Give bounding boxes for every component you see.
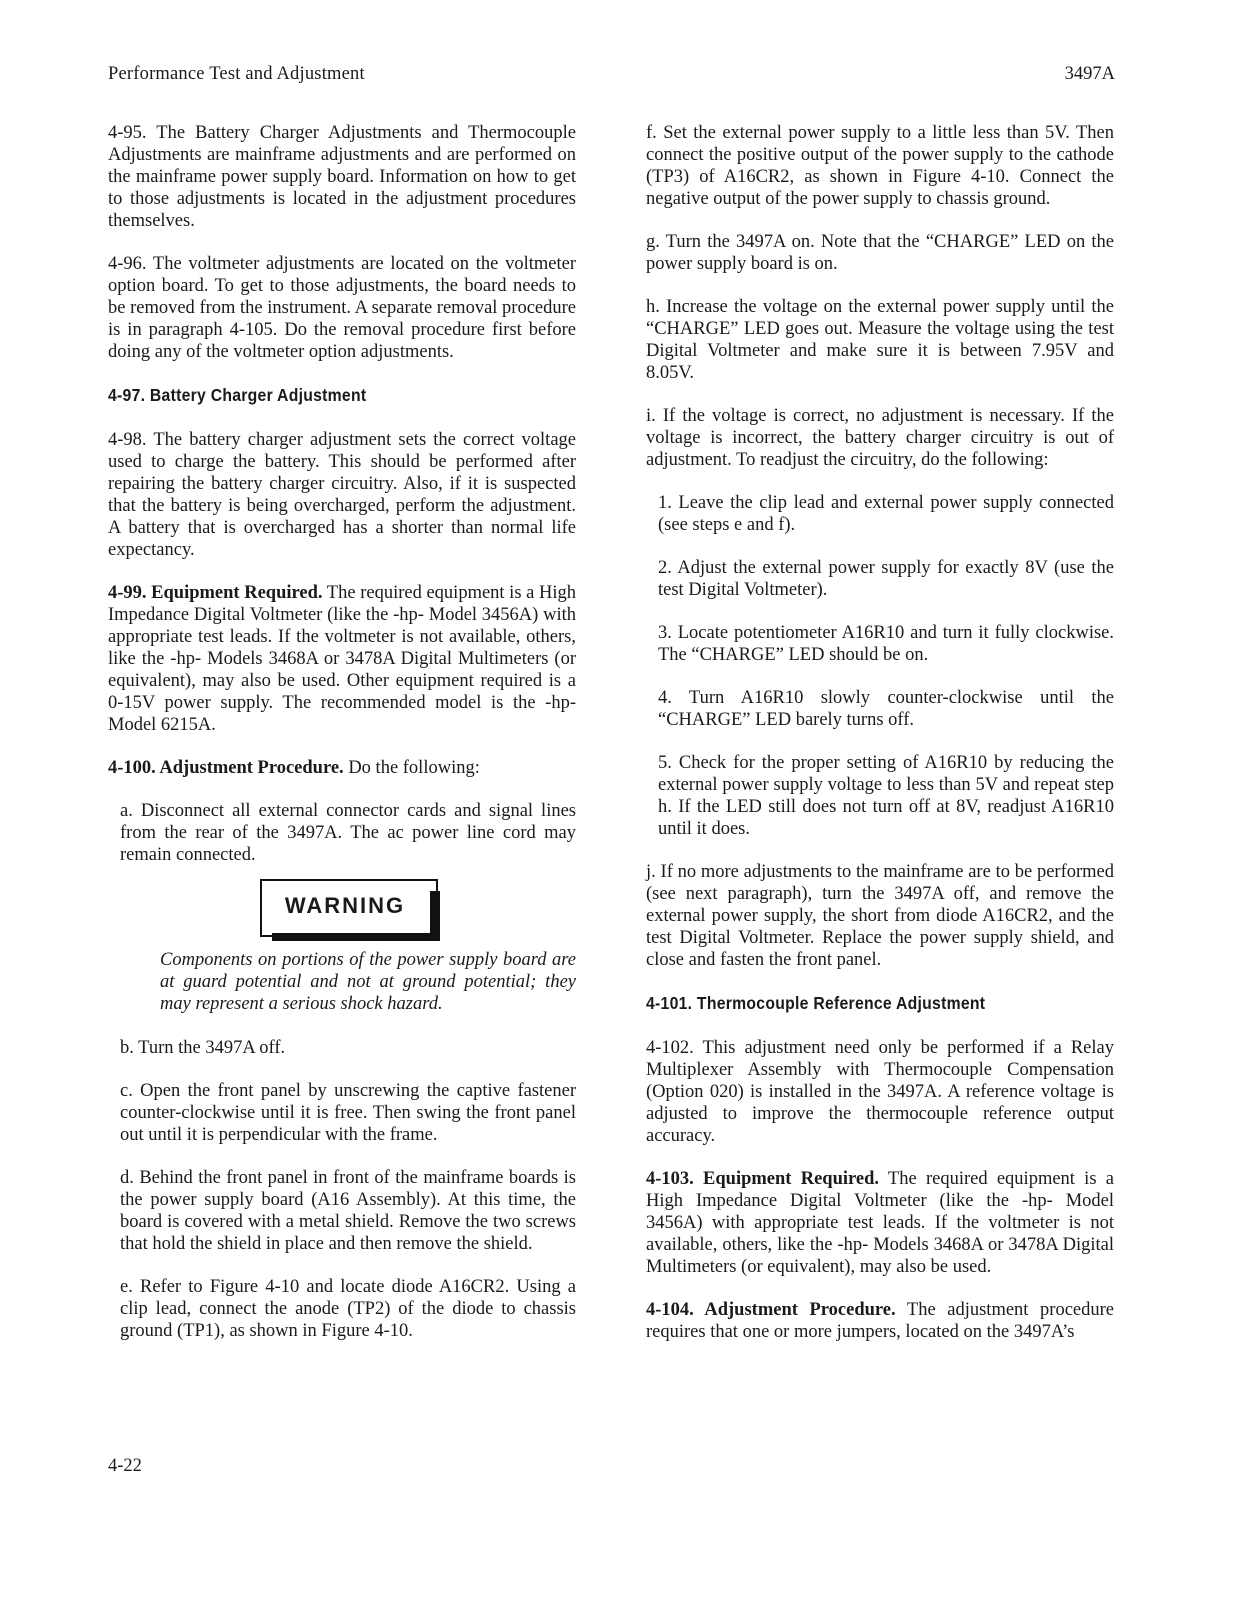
paragraph-4-104-text: The adjustment procedure requires that one or more jumpers, located on the 3497A’s [646,1300,1114,1342]
substep-5: 5. Check for the proper setting of A16R10 by reducing the external power supply voltage to less than 5V and repeat step h. If the LED still does not turn off at 8V, readjust A16R10 until it does. [658,753,1114,839]
step-h: h. Increase the voltage on the external power supply until the “CHARGE” LED goes out. Measure the voltage using the test Digital Voltmeter and make sure it is between 7.95V and 8.05V. [646,297,1114,383]
step-c: c. Open the front panel by unscrewing the captive fastener counter-clockwise until it is free. Then swing the front panel out until it is perpendicular with the frame. [120,1081,576,1145]
warning-title: WARNING [284,893,406,918]
paragraph-4-100-text: Do the following: [343,758,480,778]
substep-2: 2. Adjust the external power supply for exactly 8V (use the test Digital Voltmeter). [658,558,1114,600]
paragraph-4-98: 4-98. The battery charger adjustment sets the correct voltage used to charge the battery. This should be performed after repairing the battery charger circuitry. Also, if it is suspected that the battery is being overcharged, perform the adjustment. A battery that is overcharged has a shorter than normal life expectancy. [108,430,576,560]
paragraph-4-96: 4-96. The voltmeter adjustments are located on the voltmeter option board. To get to those adjustments, the board needs to be removed from the instrument. A separate removal procedure is in paragraph 4-105. Do the removal procedure first before doing any of the voltmeter option adjustments. [108,254,576,362]
step-j: j. If no more adjustments to the mainframe are to be performed (see next paragraph), turn the 3497A off, and remove the external power supply, the short from diode A16CR2, and the test Digital Voltmeter. Replace the power supply shield, and close and fasten the front panel. [646,862,1114,970]
running-header-section: Performance Test and Adjustment [108,64,365,84]
step-i: i. If the voltage is correct, no adjustment is necessary. If the voltage is incorrect, the battery charger circuitry is out of adjustment. To readjust the circuitry, do the following: [646,406,1114,470]
substep-3: 3. Locate potentiometer A16R10 and turn it fully clockwise. The “CHARGE” LED should be on. [658,623,1114,665]
step-g: g. Turn the 3497A on. Note that the “CHARGE” LED on the power supply board is on. [646,232,1114,274]
step-a: a. Disconnect all external connector cards and signal lines from the rear of the 3497A. The ac power line cord may remain connected. [120,801,576,865]
page-number: 4-22 [108,1456,142,1476]
substep-4: 4. Turn A16R10 slowly counter-clockwise until the “CHARGE” LED barely turns off. [658,688,1114,730]
step-b: b. Turn the 3497A off. [120,1038,286,1058]
warning-shadow-right [430,891,440,939]
paragraph-4-100-label: 4-100. Adjustment Procedure. [108,758,344,778]
step-f: f. Set the external power supply to a little less than 5V. Then connect the positive output of the power supply to the cathode (TP3) of A16CR2, as shown in Figure 4-10. Connect the negative output of the power supply to chassis ground. [646,123,1114,209]
heading-battery-charger-adjustment: 4-97. Battery Charger Adjustment [108,385,367,405]
paragraph-4-103-label: 4-103. Equipment Required. [646,1169,880,1189]
paragraph-4-103 [646,1168,1114,1278]
paragraph-4-104 [646,1299,1114,1343]
step-d: d. Behind the front panel in front of the mainframe boards is the power supply board (A16 Assembly). At this time, the board is covered with a metal shield. Remove the two screws that hold the shield in place and then remove the shield. [120,1168,576,1254]
heading-thermocouple-reference-adjustment: 4-101. Thermocouple Reference Adjustment [646,993,986,1013]
warning-text: Components on portions of the power supply board are at guard potential and not at ground potential; they may represent a serious shock hazard. [160,950,576,1014]
left-column [108,122,576,1363]
running-header-model: 3497A [1064,64,1115,84]
paragraph-4-102: 4-102. This adjustment need only be performed if a Relay Multiplexer Assembly with Thermocouple Compensation (Option 020) is installed in the 3497A. A reference voltage is adjusted to improve the thermocouple reference output accuracy. [646,1038,1114,1146]
paragraph-4-99-label: 4-99. Equipment Required. [108,583,323,603]
paragraph-4-99 [108,582,576,736]
paragraph-4-104-label: 4-104. Adjustment Procedure. [646,1300,896,1320]
paragraph-4-99-text: The required equipment is a High Impedance Digital Voltmeter (like the -hp- Model 3456A) with appropriate test leads. If the voltmeter is not available, others, like the -hp- Models 3468A or 3478A Digital Multimeters (or equivalent), may also be used. Other equipment required is a 0-15V power supply. The recommended model is the -hp- Model 6215A. [108,583,576,735]
step-e: e. Refer to Figure 4-10 and locate diode A16CR2. Using a clip lead, connect the anode (TP2) of the diode to chassis ground (TP1), as shown in Figure 4-10. [120,1277,576,1341]
right-column [646,122,1114,1364]
paragraph-4-100 [108,757,576,779]
substep-1: 1. Leave the clip lead and external power supply connected (see steps e and f). [658,493,1114,535]
paragraph-4-103-text: The required equipment is a High Impedance Digital Voltmeter (like the -hp- Model 3456A) with appropriate test leads. If the voltmeter is not available, others, like the -hp- Models 3468A or 3478A Digital Multimeters (or equivalent), may also be used. [646,1169,1114,1277]
warning-box [108,879,576,953]
paragraph-4-95: 4-95. The Battery Charger Adjustments and Thermocouple Adjustments are mainframe adjustments and are performed on the mainframe power supply board. Information on how to get to those adjustments is located in the adjustment procedures themselves. [108,123,576,231]
warning-shadow-bottom [272,933,440,941]
